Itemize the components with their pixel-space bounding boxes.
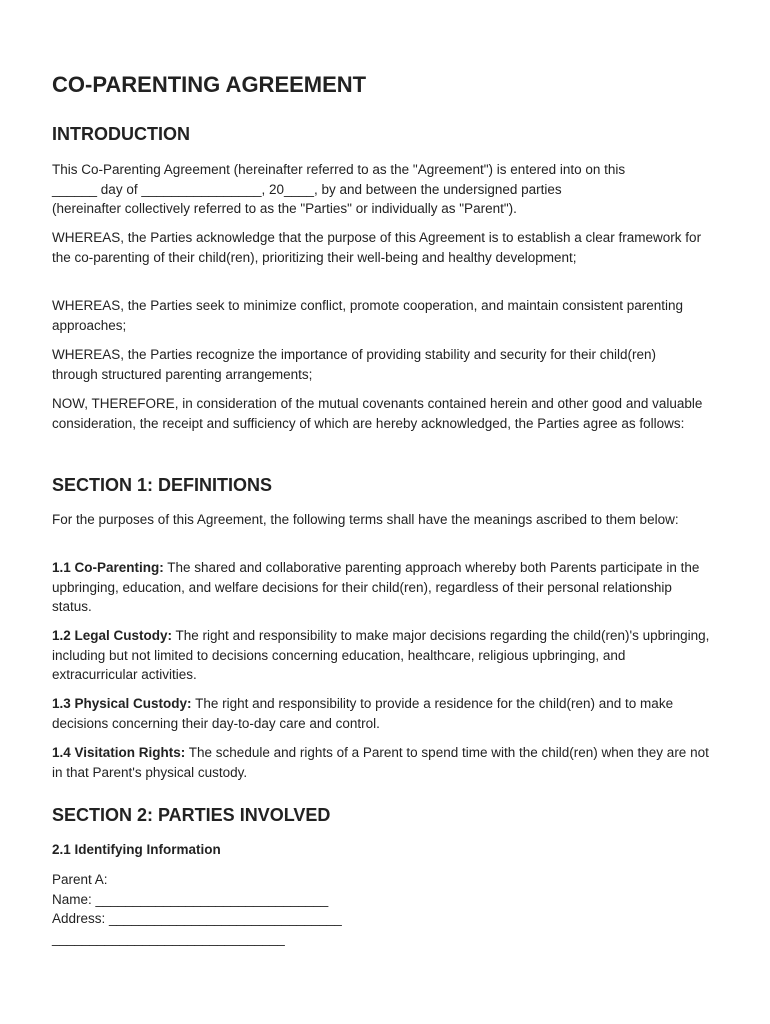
identifying-information-heading: 2.1 Identifying Information	[52, 842, 221, 857]
whereas-paragraph-2: WHEREAS, the Parties seek to minimize conflict, promote cooperation, and maintain consistent parenting approaches;	[52, 298, 684, 333]
definition-term: 1.1 Co-Parenting:	[52, 560, 164, 575]
definition-term: 1.4 Visitation Rights:	[52, 745, 186, 760]
definition-visitation-rights	[52, 743, 712, 782]
intro-line-3: (hereinafter collectively referred to as the "Parties" or individually as "Parent").	[52, 201, 517, 216]
definition-text: The right and responsibility to provide a residence for the child(ren) and to make decisions concerning their day-to-day care and control.	[52, 696, 674, 731]
document-title: CO-PARENTING AGREEMENT	[52, 72, 367, 97]
definition-legal-custody	[52, 626, 712, 685]
definitions-lead: For the purposes of this Agreement, the following terms shall have the meanings ascribed to them below:	[52, 512, 679, 527]
definition-text: The right and responsibility to make major decisions regarding the child(ren)'s upbringing, including but not limited to decisions concerning education, healthcare, religious upbringing, and extracurricular activities.	[52, 628, 710, 682]
parent-a-block	[52, 870, 712, 948]
definition-text: The shared and collaborative parenting approach whereby both Parents participate in the upbringing, education, and welfare decisions for their child(ren), regardless of their personal relationship status.	[52, 560, 700, 614]
section-1-heading: SECTION 1: DEFINITIONS	[52, 475, 273, 495]
whereas-paragraph-1: WHEREAS, the Parties acknowledge that the purpose of this Agreement is to establish a clear framework for the co-parenting of their child(ren), prioritizing their well-being and healthy development;	[52, 230, 702, 265]
parent-a-address-field[interactable]: Address: _______________________________	[52, 911, 342, 926]
definition-physical-custody	[52, 694, 712, 733]
parent-a-label: Parent A:	[52, 872, 108, 887]
now-therefore-paragraph: NOW, THEREFORE, in consideration of the mutual covenants contained herein and other good and valuable consideration, the receipt and sufficiency of which are hereby acknowledged, the Parties agree as follows:	[52, 396, 703, 431]
parent-a-address-continuation-field[interactable]: _______________________________	[52, 930, 285, 946]
intro-line-2: ______ day of ________________, 20____, by and between the undersigned parties	[52, 181, 562, 197]
intro-paragraph	[52, 160, 712, 219]
whereas-paragraph-3: WHEREAS, the Parties recognize the importance of providing stability and security for their child(ren) through structured parenting arrangements;	[52, 347, 657, 382]
section-2-heading: SECTION 2: PARTIES INVOLVED	[52, 805, 331, 825]
definition-co-parenting	[52, 558, 712, 617]
definition-term: 1.2 Legal Custody:	[52, 628, 173, 643]
introduction-heading: INTRODUCTION	[52, 124, 190, 144]
definition-text: The schedule and rights of a Parent to spend time with the child(ren) when they are not in that Parent's physical custody.	[52, 745, 709, 780]
parent-a-name-field[interactable]: Name: _______________________________	[52, 891, 329, 907]
definition-term: 1.3 Physical Custody:	[52, 696, 192, 711]
intro-line-1: This Co-Parenting Agreement (hereinafter referred to as the "Agreement") is entered into on this	[52, 162, 626, 177]
